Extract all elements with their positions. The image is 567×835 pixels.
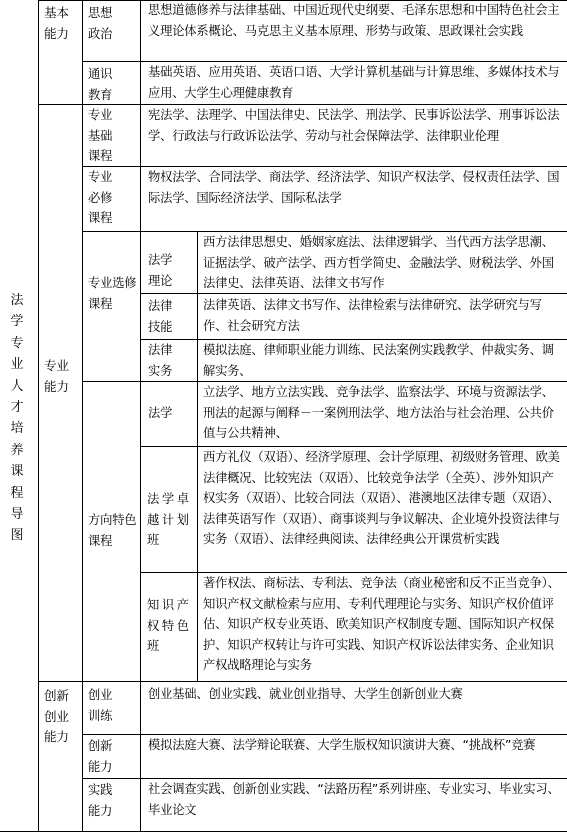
section-label-innovation: 创新创业能力 bbox=[44, 688, 69, 745]
row-label-required-courses: 专业必修课程 bbox=[88, 170, 113, 226]
sub-content-law: 立法学、地方立法实践、竞争法学、监察法学、环境与资源法学、刑法的起源与阐释－一案例刑法学、地方法治与社会治理、公共价值与公共精神、 bbox=[203, 385, 554, 441]
table-rule bbox=[38, 0, 39, 832]
table-rule bbox=[38, 681, 567, 682]
row-content-ideology: 思想道德修养与法律基础、中国近现代史纲要、毛泽东思想和中国特色社会主义理论体系概论、马克思主义基本原理、形势与政策、思政课社会实践 bbox=[148, 3, 560, 38]
row-label-general-education: 通识教育 bbox=[88, 67, 113, 102]
row-content-practice-ability: 社会调查实践、创新创业实践、“法路历程”系列讲座、专业实习、毕业实习、毕业论文 bbox=[148, 782, 560, 817]
sub-content-legal-skills: 法律英语、法律文书写作、法律检索与法律研究、法学研究与写作、社会研究方法 bbox=[203, 298, 542, 333]
page-title: 法学专业人才培养课程导图 bbox=[10, 293, 24, 544]
row-label-practice-ability: 实践能力 bbox=[88, 783, 113, 818]
row-label-foundation-courses: 专业基础课程 bbox=[88, 108, 113, 164]
sub-label-legal-skills: 法律技能 bbox=[148, 299, 173, 334]
row-label-innovation-ability: 创新能力 bbox=[88, 739, 113, 774]
row-label-entrepreneurship-training: 创业训练 bbox=[88, 688, 113, 723]
table-border-left bbox=[0, 0, 1, 832]
sub-label-legal-theory: 法学理论 bbox=[148, 253, 173, 288]
row-content-entrepreneurship-training: 创业基础、创业实践、就业创业指导、大学生创新创业大赛 bbox=[148, 687, 463, 701]
section-label-basic: 基本能力 bbox=[44, 5, 69, 41]
row-label-special-courses: 方向特色课程 bbox=[88, 513, 137, 548]
sub-label-legal-practice: 法律实务 bbox=[148, 343, 173, 378]
table-rule bbox=[140, 0, 141, 832]
table-border-bottom bbox=[0, 831, 567, 832]
row-label-elective-courses: 专业选修课程 bbox=[88, 276, 137, 311]
sub-content-legal-practice: 模拟法庭、律师职业能力训练、民法案例实践教学、仲裁实务、调解实务、 bbox=[203, 343, 554, 378]
section-label-professional: 专业能力 bbox=[44, 358, 69, 394]
sub-content-excellence-class: 西方礼仪（双语）、经济学原理、会计学原理、初级财务管理、欧美法律概况、比较宪法（双语）、比较竞争法学（全英）、涉外知识产权实务（双语）、比较合同法（双语）、港澳地区法律专题（双语）、法律英语写作（双语）、商事谈判与争议解决、企业境外投资法律与实务（双语）、法律经典阅读、法律经典公开课赏析实践 bbox=[203, 450, 560, 547]
row-label-ideology: 思想政治 bbox=[88, 6, 113, 41]
row-content-foundation-courses: 宪法学、法理学、中国法律史、民法学、刑法学、民事诉讼法学、刑事诉讼法学、行政法与行政诉讼法学、劳动与社会保障法学、法律职业伦理 bbox=[148, 108, 560, 143]
table-rule bbox=[82, 0, 83, 832]
sub-label-law: 法学 bbox=[148, 406, 173, 420]
sub-label-excellence-class: 法学卓越计划班 bbox=[147, 492, 189, 548]
sub-content-ip-class: 著作权法、商标法、专利法、竞争法（商业秘密和反不正当竞争）、知识产权文献检索与应用、专利代理理论与实务、知识产权价值评估、知识产权专业英语、欧美知识产权制度专题、国际知识产权保护、知识产权转让与许可实践、知识产权诉讼法律实务、企业知识产权战略理论与实务 bbox=[203, 576, 560, 673]
row-content-general-education: 基础英语、应用英语、英语口语、大学计算机基础与计算思维、多媒体技术与应用、大学生心理健康教育 bbox=[148, 65, 560, 100]
table-rule bbox=[197, 381, 198, 681]
row-content-innovation-ability: 模拟法庭大赛、法学辩论联赛、大学生版权知识演讲大赛、“挑战杯”竞赛 bbox=[148, 738, 536, 752]
sub-label-ip-class: 知识产权特色班 bbox=[147, 598, 189, 654]
table-rule bbox=[197, 231, 198, 381]
sub-content-legal-theory: 西方法律思想史、婚姻家庭法、法律逻辑学、当代西方法学思潮、证据法学、破产法学、西方哲学简史、金融法学、财税法学、外国法律史、法律英语、法律文书写作 bbox=[203, 235, 554, 291]
row-content-required-courses: 物权法学、合同法学、商法学、经济法学、知识产权法学、侵权责任法学、国际法学、国际经济法学、国际私法学 bbox=[148, 170, 560, 205]
